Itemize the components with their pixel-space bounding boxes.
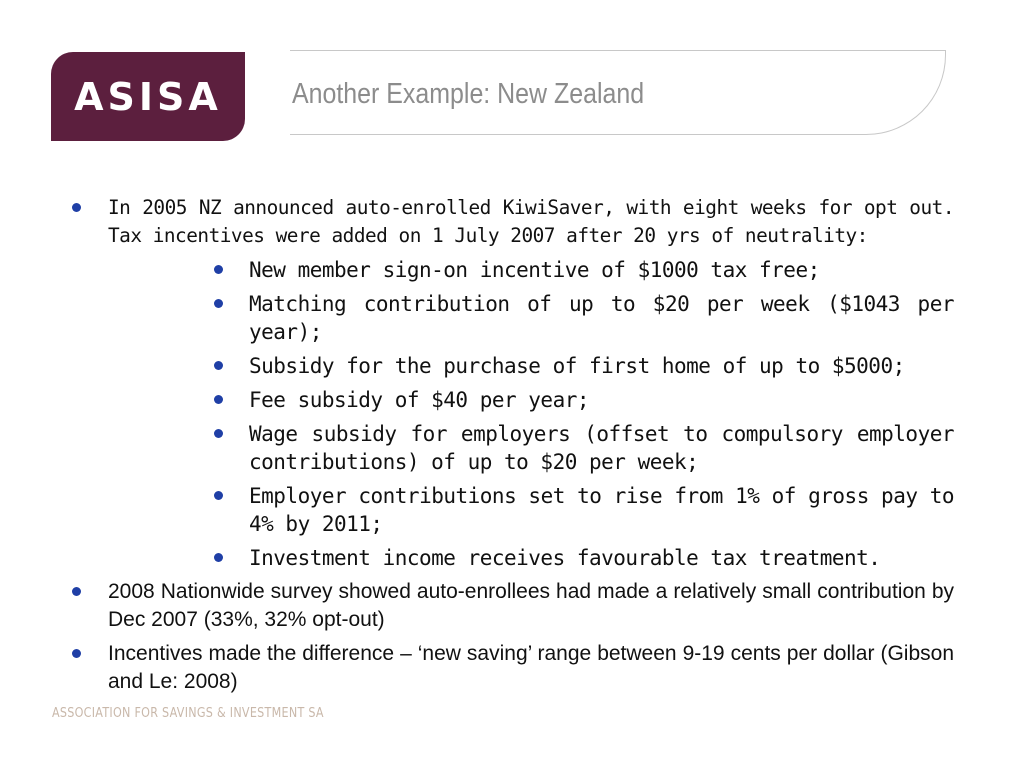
asisa-logo [51, 52, 245, 141]
logo-text: ASISA [74, 74, 222, 119]
bullet-kiwisaver [70, 194, 954, 572]
footer-organization: ASSOCIATION FOR SAVINGS & INVESTMENT SA [52, 706, 324, 721]
sub-bullet-list [108, 256, 954, 572]
sub-bullet-item: Fee subsidy of $40 per year; [210, 386, 954, 414]
sub-bullet-item: Subsidy for the purchase of first home of up to $5000; [210, 352, 954, 380]
sub-bullet-item: Wage subsidy for employers (offset to compulsory employer contributions) of up to $20 per week; [210, 420, 954, 476]
bullet-survey: 2008 Nationwide survey showed auto-enrollees had made a relatively small contribution by Dec 2007 (33%, 32% opt-out) [70, 578, 954, 634]
sub-bullet-item: Matching contribution of up to $20 per week ($1043 per year); [210, 290, 954, 346]
slide-title: Another Example: New Zealand [292, 78, 645, 110]
sub-bullet-item: Investment income receives favourable tax treatment. [210, 544, 954, 572]
sub-bullet-item: New member sign-on incentive of $1000 tax free; [210, 256, 954, 284]
sub-bullet-item: Employer contributions set to rise from 1% of gross pay to 4% by 2011; [210, 482, 954, 538]
bullet-text: In 2005 NZ announced auto-enrolled KiwiSaver, with eight weeks for opt out. Tax incentives were added on 1 July 2007 after 20 yrs of neutrality: [108, 196, 954, 247]
bullet-incentives: Incentives made the difference – ‘new saving’ range between 9-19 cents per dollar (Gibson and Le: 2008) [70, 640, 954, 696]
slide-content [70, 194, 954, 702]
